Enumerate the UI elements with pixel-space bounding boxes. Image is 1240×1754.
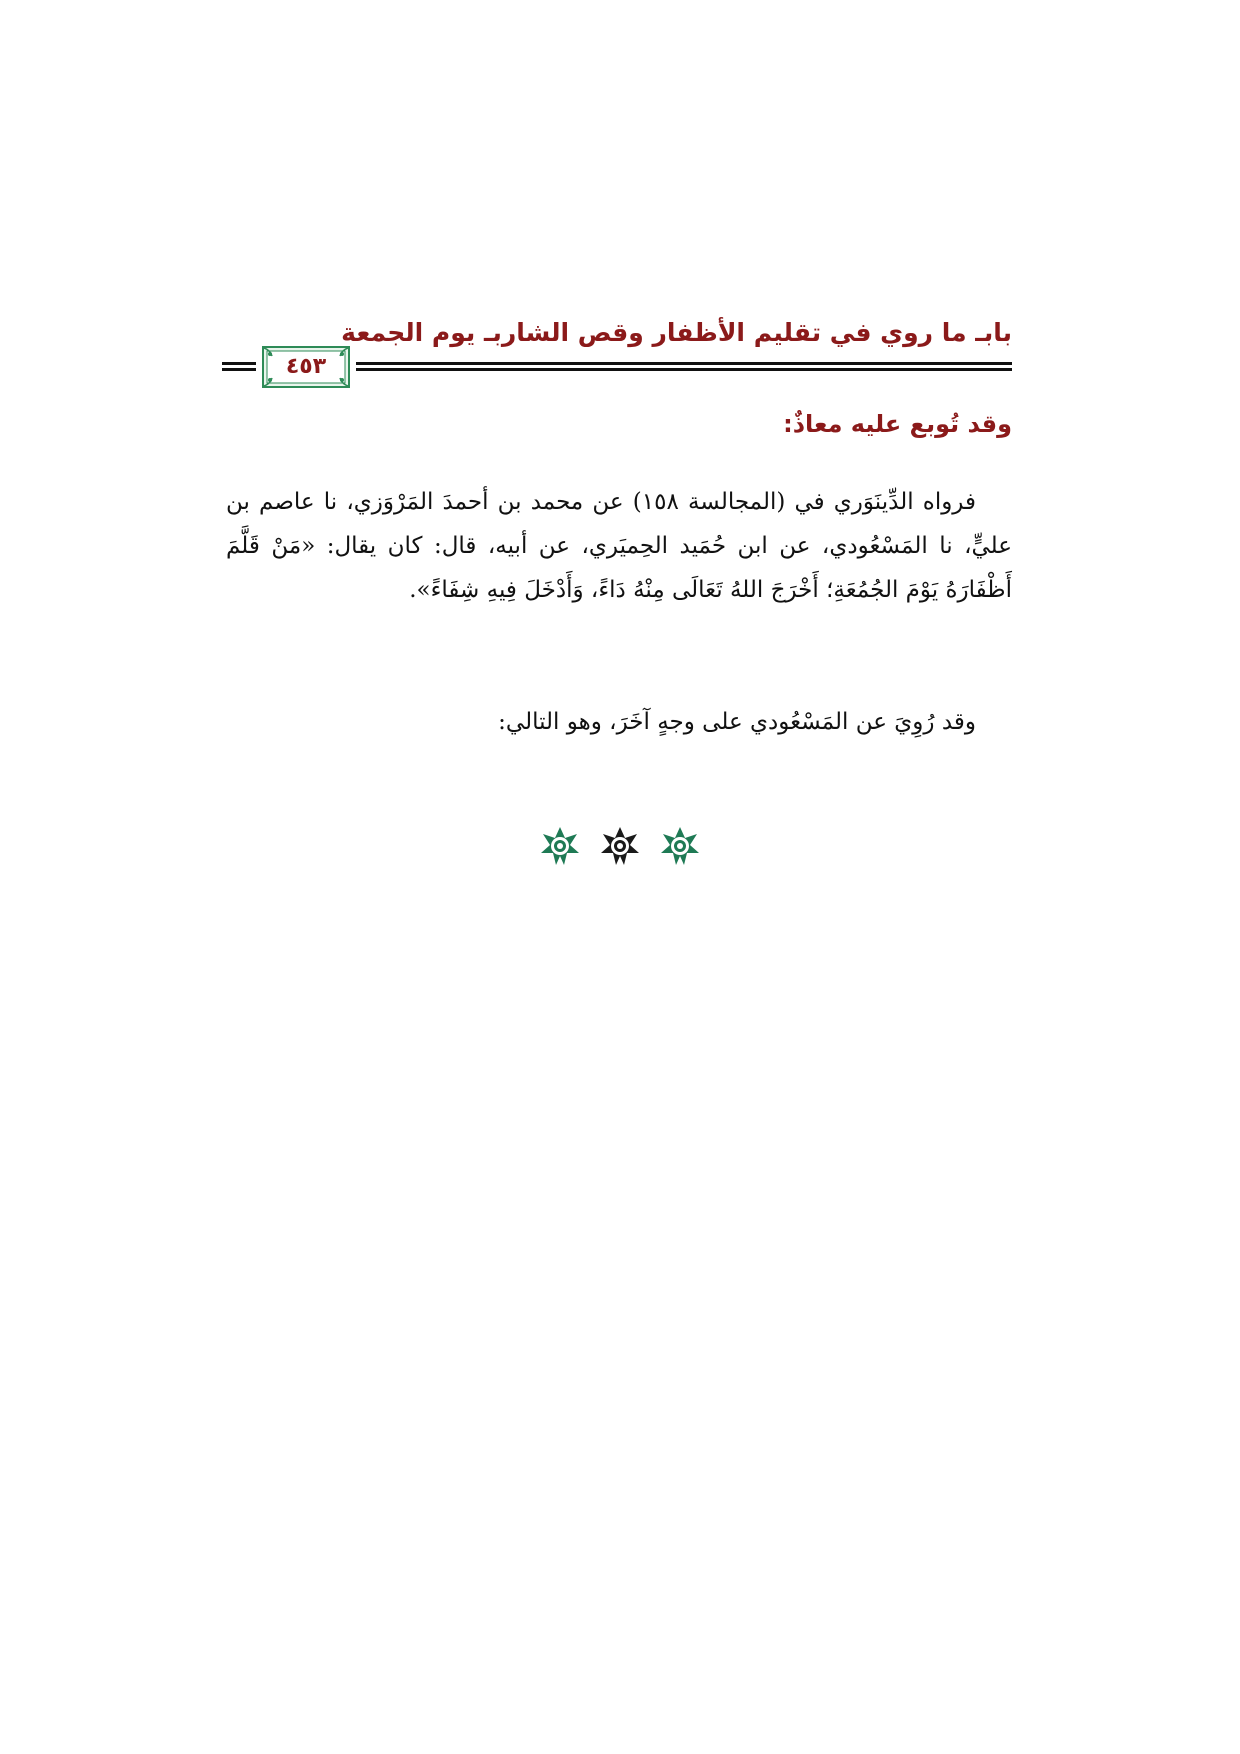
page-number: ٤٥٣ [285,354,327,379]
dark-rosette-icon [600,826,640,866]
header-rule [356,368,1012,371]
body-paragraph [226,700,1012,744]
page-header [222,310,1012,390]
body-paragraph [226,480,1012,612]
green-rosette-icon [660,826,700,866]
section-end-ornaments [540,826,700,866]
header-rule [222,362,256,365]
header-rule [356,362,1012,365]
green-rosette-icon [540,826,580,866]
section-subheading: وقد تُوبع عليه معاذٌ: [783,410,1012,438]
paragraph-text: فرواه الدِّينَوَري في (المجالسة ١٥٨) عن محمد بن أحمدَ المَرْوَزي، نا عاصم بن عليٍّ، نا المَسْعُودي، عن ابن حُمَيد الحِميَري، عن أبيه، قال: كان يقال: «مَنْ قَلَّمَ أَظْفَارَهُ يَوْمَ الجُمُعَةِ؛ أَخْرَجَ اللهُ تَعَالَى مِنْهُ دَاءً، وَأَدْخَلَ فِيهِ شِفَاءً». [226,489,1012,603]
page-number-frame [262,346,350,388]
running-title: بابـ ما روي في تقليم الأظفار وقص الشاربـ يوم الجمعة [341,318,1012,347]
paragraph-text: وقد رُوِيَ عن المَسْعُودي على وجهٍ آخَرَ، وهو التالي: [498,709,976,735]
header-rule [222,368,256,371]
